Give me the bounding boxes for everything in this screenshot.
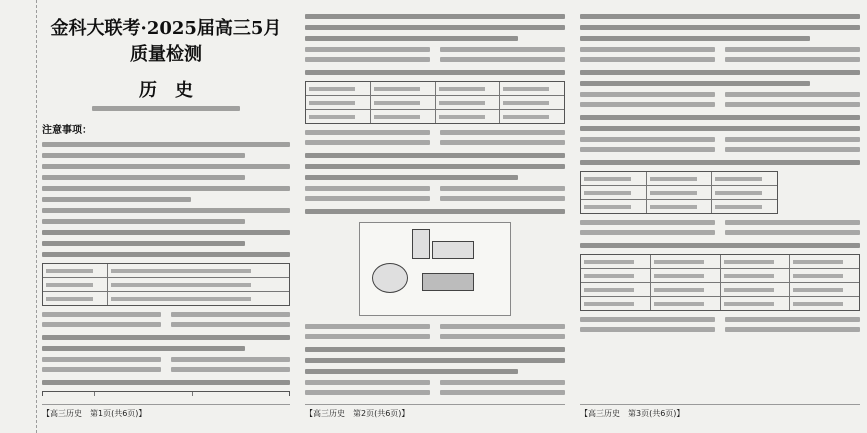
answer-options [305, 47, 565, 62]
answer-options [42, 357, 290, 372]
answer-options [305, 130, 565, 145]
question-table [305, 81, 565, 124]
answer-options [305, 324, 565, 339]
question-block [305, 153, 565, 180]
column-2 [305, 8, 565, 396]
instructions [42, 142, 290, 224]
cartoon-illustration [359, 222, 511, 316]
answer-options [580, 137, 860, 152]
instructions-heading: 注意事项： [42, 125, 92, 136]
binding-margin [0, 0, 37, 433]
question-table [42, 263, 290, 306]
question-block [305, 209, 565, 214]
question-block [580, 70, 860, 86]
question-table [580, 254, 860, 311]
question-block [305, 347, 565, 374]
answer-options [305, 186, 565, 201]
answer-options [580, 47, 860, 62]
answer-options [580, 92, 860, 107]
question-table [580, 171, 778, 214]
section-heading [42, 230, 290, 246]
question-block [305, 14, 565, 41]
page-label: 【高三历史 第1页(共6页)】 [42, 408, 147, 418]
question-block [580, 160, 860, 165]
column-1 [42, 8, 290, 396]
question-block [580, 115, 860, 131]
exam-title: 金科大联考·2025届高三5月质量检测 [50, 18, 282, 65]
answer-options [580, 220, 860, 235]
answer-options [42, 312, 290, 327]
question-block [580, 14, 860, 41]
answer-options [580, 317, 860, 332]
page-footer-1 [42, 402, 290, 420]
column-3 [580, 8, 860, 396]
question-block [42, 252, 290, 257]
answer-options [305, 380, 565, 395]
question-block [42, 380, 290, 385]
exam-subject: 历史 [139, 80, 211, 101]
question-block [42, 335, 290, 351]
page-label: 【高三历史 第3页(共6页)】 [580, 408, 685, 418]
question-block [305, 70, 565, 75]
page-label: 【高三历史 第2页(共6页)】 [305, 408, 410, 418]
page-footer-2 [305, 402, 565, 420]
exam-note [42, 106, 290, 111]
question-block [580, 243, 860, 248]
question-table [42, 391, 290, 396]
page-footer-3 [580, 402, 860, 420]
